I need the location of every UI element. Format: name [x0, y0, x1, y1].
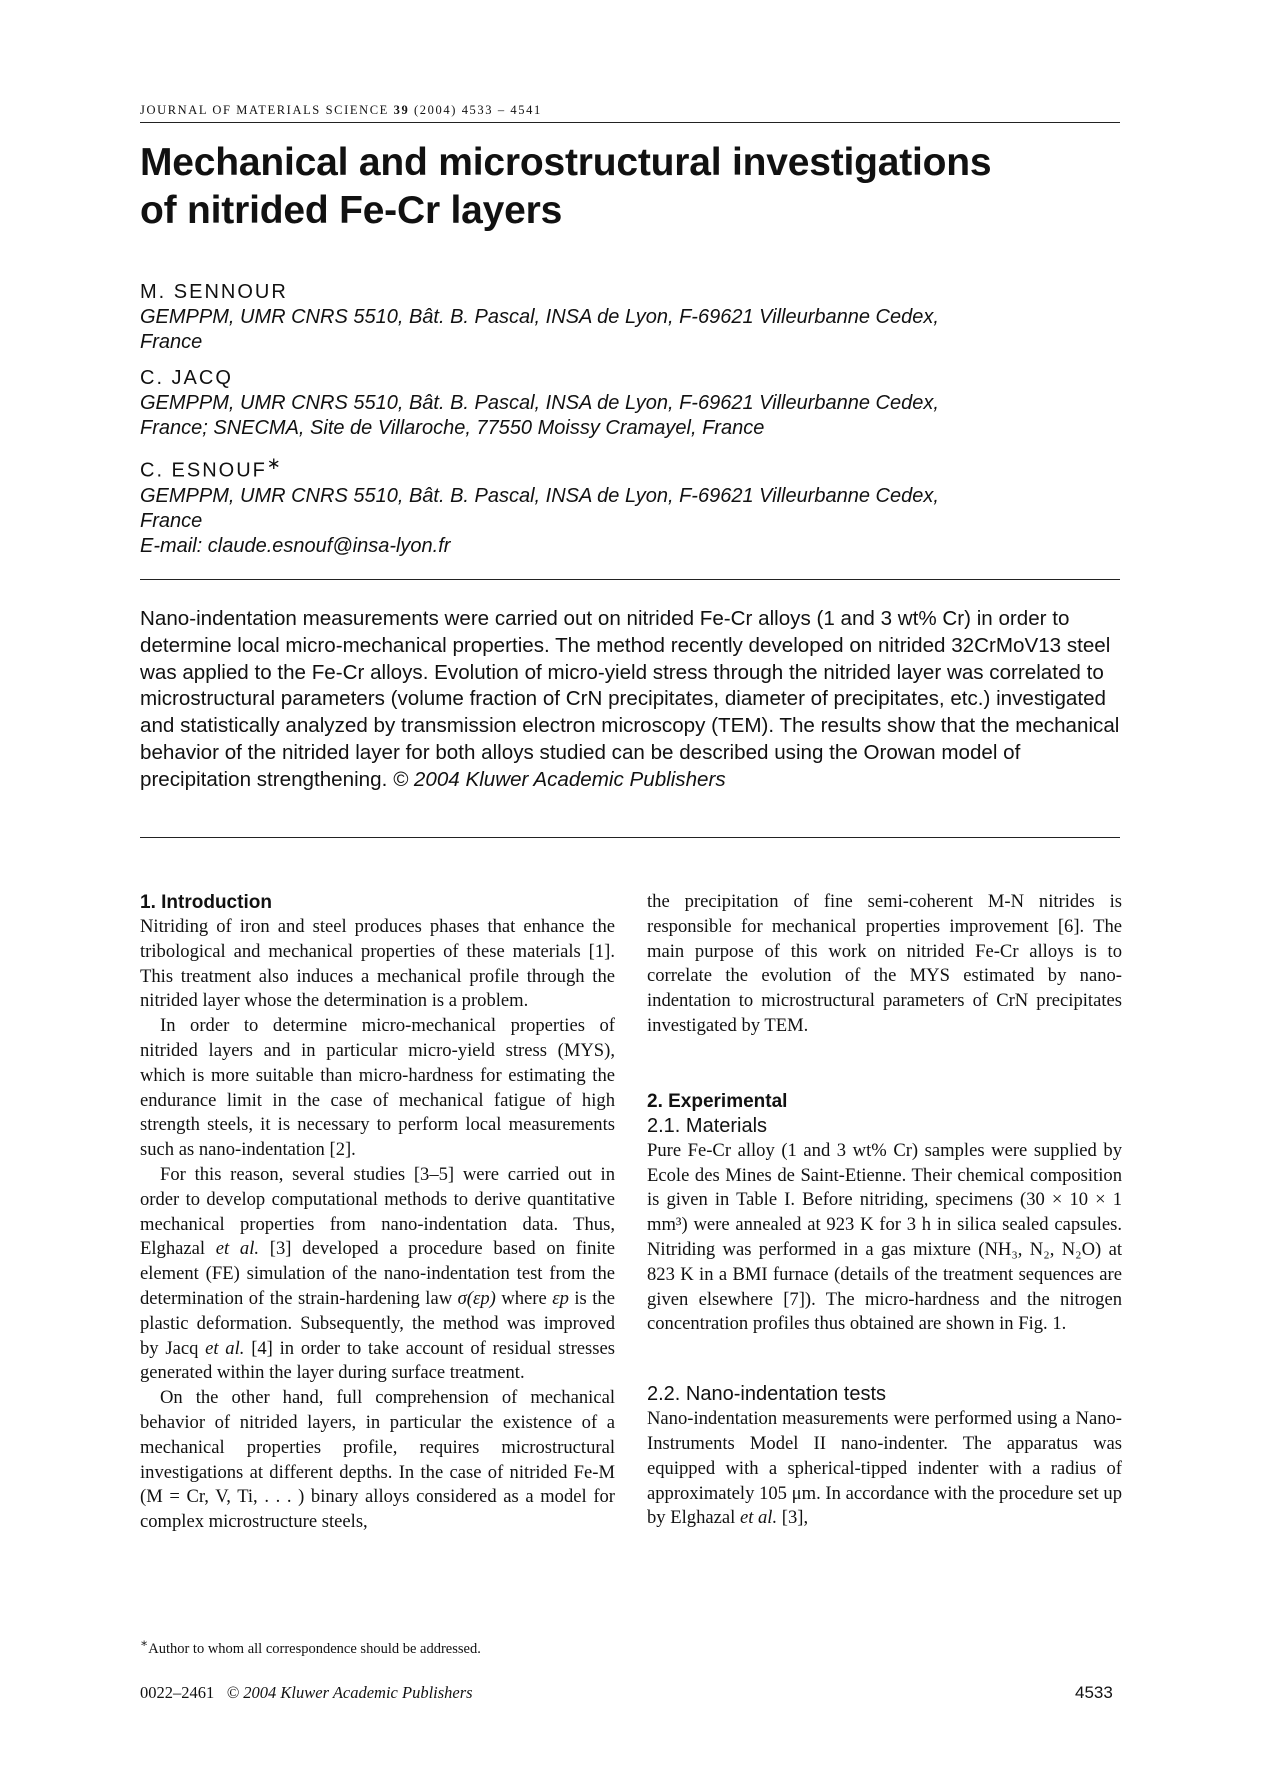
journal-year-pages: (2004) 4533 – 4541: [414, 103, 542, 117]
paragraph: the precipitation of fine semi-coherent M-N nitrides is responsible for mechanical properties improvement [6]. The main purpose of this work on nitrided Fe-Cr alloys is to correlate the evolution of the MYS estimated by nano-indentation to microstructural parameters of CrN precipitates investigated by TEM.: [647, 891, 1122, 1036]
abstract-bottom-rule: [140, 837, 1120, 838]
math-eps: εp: [552, 1287, 569, 1309]
section-heading: 2. Experimental: [647, 1090, 788, 1112]
author-affiliation: GEMPPM, UMR CNRS 5510, Bât. B. Pascal, INSA de Lyon, F-69621 Villeurbanne Cedex, France E-mail: claude.esnouf@insa-lyon.fr: [140, 484, 1120, 559]
subsection-heading: 2.1. Materials: [647, 1114, 768, 1137]
paragraph: In order to determine micro-mechanical properties of nitrided layers and in particular micro-yield stress (MYS), which is more suitable than micro-hardness for estimating the endurance limit in the case of mechanical fatigue of high strength steels, it is necessary to perform local measurements such as nano-indentation [2].: [140, 1015, 615, 1161]
journal-volume: 39: [393, 103, 410, 117]
author-list: [140, 279, 1120, 559]
footer-copyright: © 2004 Kluwer Academic Publishers: [226, 1683, 473, 1702]
left-column: [140, 890, 615, 1535]
page-number: 4533: [1075, 1683, 1113, 1702]
abstract-copyright: © 2004 Kluwer Academic Publishers: [393, 767, 726, 791]
footnote-text: Author to whom all correspondence should be addressed.: [148, 1640, 481, 1657]
author-affiliation: GEMPPM, UMR CNRS 5510, Bât. B. Pascal, INSA de Lyon, F-69621 Villeurbanne Cedex, France: [140, 306, 939, 353]
math-sigma: σ(εp): [457, 1287, 496, 1309]
paragraph: Pure Fe-Cr alloy (1 and 3 wt% Cr) samples were supplied by Ecole des Mines de Saint-Etienne. Their chemical composition is given in Table I. Before nitriding, specimens (30 × 10 × 1 mm³) were annealed at 923 K for 3 h in silica sealed capsules. Nitriding was performed in a gas mixture (NH₃, N₂, N₂O) at 823 K in a BMI furnace (details of the treatment sequences are given elsewhere [7]). The micro-hardness and the nitrogen concentration profiles thus obtained are shown in Fig. 1.: [647, 1139, 1122, 1335]
author-email: E-mail: claude.esnouf@insa-lyon.fr: [140, 534, 451, 557]
title-line-2: of nitrided Fe-Cr layers: [140, 189, 563, 232]
title-line-1: Mechanical and microstructural investigations: [140, 141, 992, 184]
author-affiliation: GEMPPM, UMR CNRS 5510, Bât. B. Pascal, INSA de Lyon, F-69621 Villeurbanne Cedex, France; SNECMA, Site de Villaroche, 77550 Moissy Cramayel, France: [140, 392, 939, 439]
author-name: C. ESNOUF∗: [140, 454, 283, 482]
journal-name: JOURNAL OF MATERIALS SCIENCE: [140, 103, 389, 117]
paragraph: On the other hand, full comprehension of mechanical behavior of nitrided layers, in particular the existence of a mechanical properties profile, requires microstructural investigations at different depths. In the case of nitrided Fe-M (M = Cr, V, Ti, . . . ) binary alloys considered as a model for complex microstructure steels,: [140, 1387, 615, 1533]
author-name: C. JACQ: [140, 367, 233, 389]
subsection-heading: 2.2. Nano-indentation tests: [647, 1383, 887, 1406]
header-rule: [140, 122, 1120, 123]
footnote-star: ∗: [140, 1636, 149, 1650]
abstract-top-rule: [140, 579, 1120, 580]
abstract-text: Nano-indentation measurements were carried out on nitrided Fe-Cr alloys (1 and 3 wt% Cr) in order to determine local micro-mechanical properties. The method recently developed on nitrided 32CrMoV13 steel was applied to the Fe-Cr alloys. Evolution of micro-yield stress through the nitrided layer was correlated to microstructural parameters (volume fraction of CrN precipitates, diameter of precipitates, etc.) investigated and statistically analyzed by transmission electron microscopy (TEM). The results show that the mechanical behavior of the nitrided layer for both alloys studied can be described using the Orowan model of precipitation strengthening.: [140, 607, 1120, 791]
paragraph: Nano-indentation measurements were performed using a Nano-Instruments Model II nano-indenter. The apparatus was equipped with a spherical-tipped indenter with a radius of approximately 105 μm. In accordance with the procedure set up by Elghazal et al. [3],: [647, 1408, 1122, 1529]
paper-title: [140, 139, 1120, 235]
author-name: M. SENNOUR: [140, 281, 288, 303]
journal-header: [140, 103, 1120, 118]
paragraph: Nitriding of iron and steel produces phases that enhance the tribological and mechanical properties of these materials [1]. This treatment also induces a mechanical profile through the nitrided layer whose the determination is a problem.: [140, 916, 615, 1012]
abstract: [140, 606, 1125, 794]
footer-issn: 0022–2461 © 2004 Kluwer Academic Publishers: [140, 1683, 473, 1702]
footnote: [140, 1634, 481, 1658]
right-column: [647, 890, 1122, 1531]
paragraph: For this reason, several studies [3–5] were carried out in order to develop computational methods to derive quantitative mechanical properties from nano-indentation data. Thus, Elghazal et al. [3] developed a procedure based on finite element (FE) simulation of the nano-indentation test from the determination of the strain-hardening law σ(εp) where εp is the plastic deformation. Subsequently, the method was improved by Jacq et al. [4] in order to take account of residual stresses generated within the layer during surface treatment.: [140, 1163, 615, 1384]
section-heading: 1. Introduction: [140, 892, 272, 913]
corresponding-author-star: ∗: [266, 454, 283, 473]
